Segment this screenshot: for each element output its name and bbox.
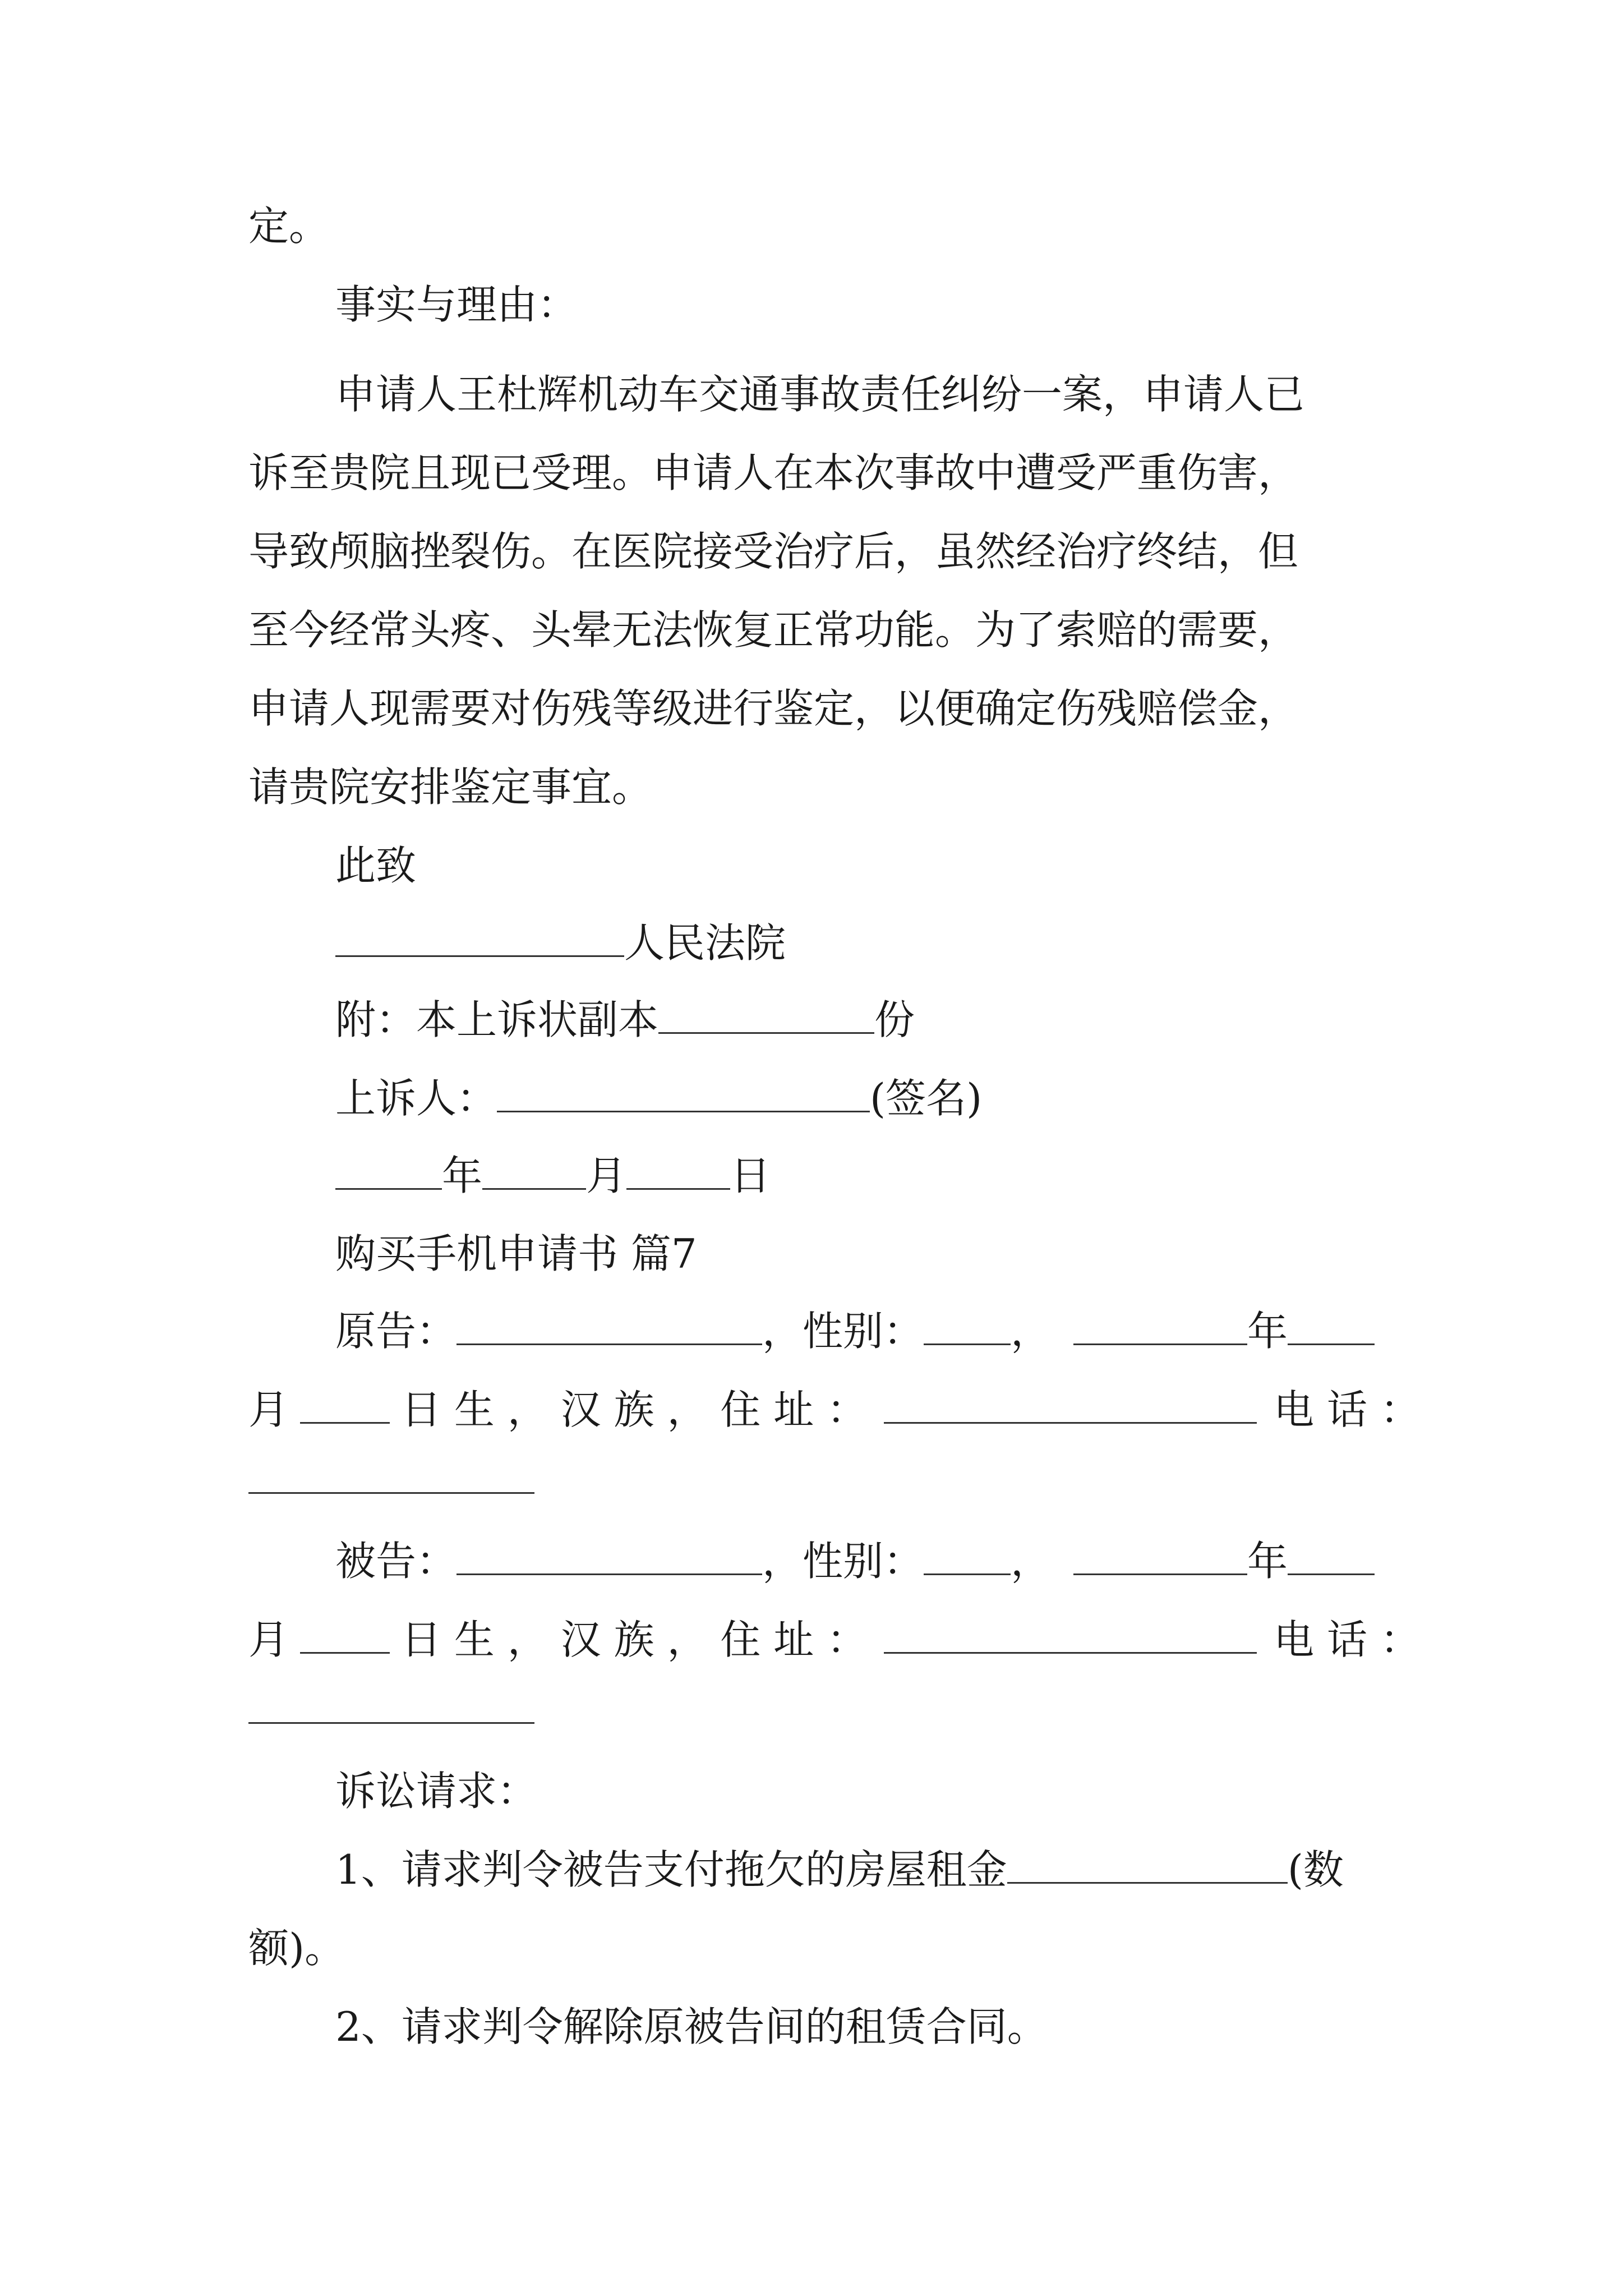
blank-field	[884, 1387, 1257, 1424]
appellant-line: 上诉人： (签名)	[335, 1075, 983, 1122]
heading-facts-reasons: 事实与理由：	[335, 281, 578, 328]
blank-field	[1073, 1309, 1247, 1345]
court-line: 人民法院	[335, 916, 786, 970]
paragraph-line: 诉至贵院且现已受理。申请人在本次事故中遭受严重伤害，	[248, 449, 1299, 496]
defendant-line: 月 日 生 ， 汉 族 ， 住 址 ： 电 话 ：	[248, 1616, 1421, 1663]
plaintiff-line: 月 日 生 ， 汉 族 ， 住 址 ： 电 话 ：	[248, 1386, 1421, 1433]
blank-field	[482, 1153, 586, 1190]
blank-field	[924, 1309, 1011, 1345]
blank-field	[497, 1076, 870, 1112]
claim-item: 2、请求判令解除原被告间的租赁合同。	[335, 2003, 1048, 2050]
paragraph-line: 请贵院安排鉴定事宜。	[248, 763, 653, 811]
blank-field	[1288, 1309, 1375, 1345]
blank-field	[457, 1309, 762, 1345]
claims-heading: 诉讼请求：	[335, 1768, 538, 1815]
blank-field	[658, 997, 874, 1034]
blank-field	[457, 1539, 762, 1575]
blank-field	[248, 1457, 534, 1494]
date-line: 年 月 日	[335, 1149, 771, 1203]
blank-field	[300, 1617, 390, 1654]
blank-field	[1073, 1539, 1247, 1575]
paragraph-line: 至今经常头疼、头晕无法恢复正常功能。为了索赔的需要，	[248, 606, 1299, 654]
text-line: 定。	[248, 203, 330, 250]
paragraph-line: 申请人现需要对伤残等级进行鉴定，以便确定伤残赔偿金，	[248, 685, 1299, 732]
blank-field	[300, 1387, 390, 1424]
plaintiff-line: 原告： ，性别： ， 年	[335, 1304, 1375, 1358]
section-title: 购买手机申请书 篇7	[335, 1230, 697, 1277]
blank-field	[626, 1153, 730, 1190]
blank-field	[335, 921, 624, 957]
blank-field	[924, 1539, 1011, 1575]
defendant-phone-line	[248, 1683, 534, 1737]
attachment-line: 附：本上诉状副本 份	[335, 996, 915, 1043]
blank-field	[1288, 1539, 1375, 1575]
salutation: 此致	[335, 842, 417, 889]
blank-field	[248, 1687, 534, 1724]
blank-field	[335, 1153, 442, 1190]
blank-field	[1007, 1847, 1288, 1884]
claim-item: 1、请求判令被告支付拖欠的房屋租金 (数	[335, 1846, 1344, 1893]
paragraph-line: 导致颅脑挫裂伤。在医院接受治疗后，虽然经治疗终结，但	[248, 528, 1299, 575]
defendant-line: 被告： ，性别： ， 年	[335, 1534, 1375, 1588]
claim-item: 额)。	[248, 1925, 345, 1972]
plaintiff-phone-line	[248, 1453, 534, 1507]
paragraph-line: 申请人王杜辉机动车交通事故责任纠纷一案，申请人已	[335, 371, 1305, 418]
blank-field	[884, 1617, 1257, 1654]
